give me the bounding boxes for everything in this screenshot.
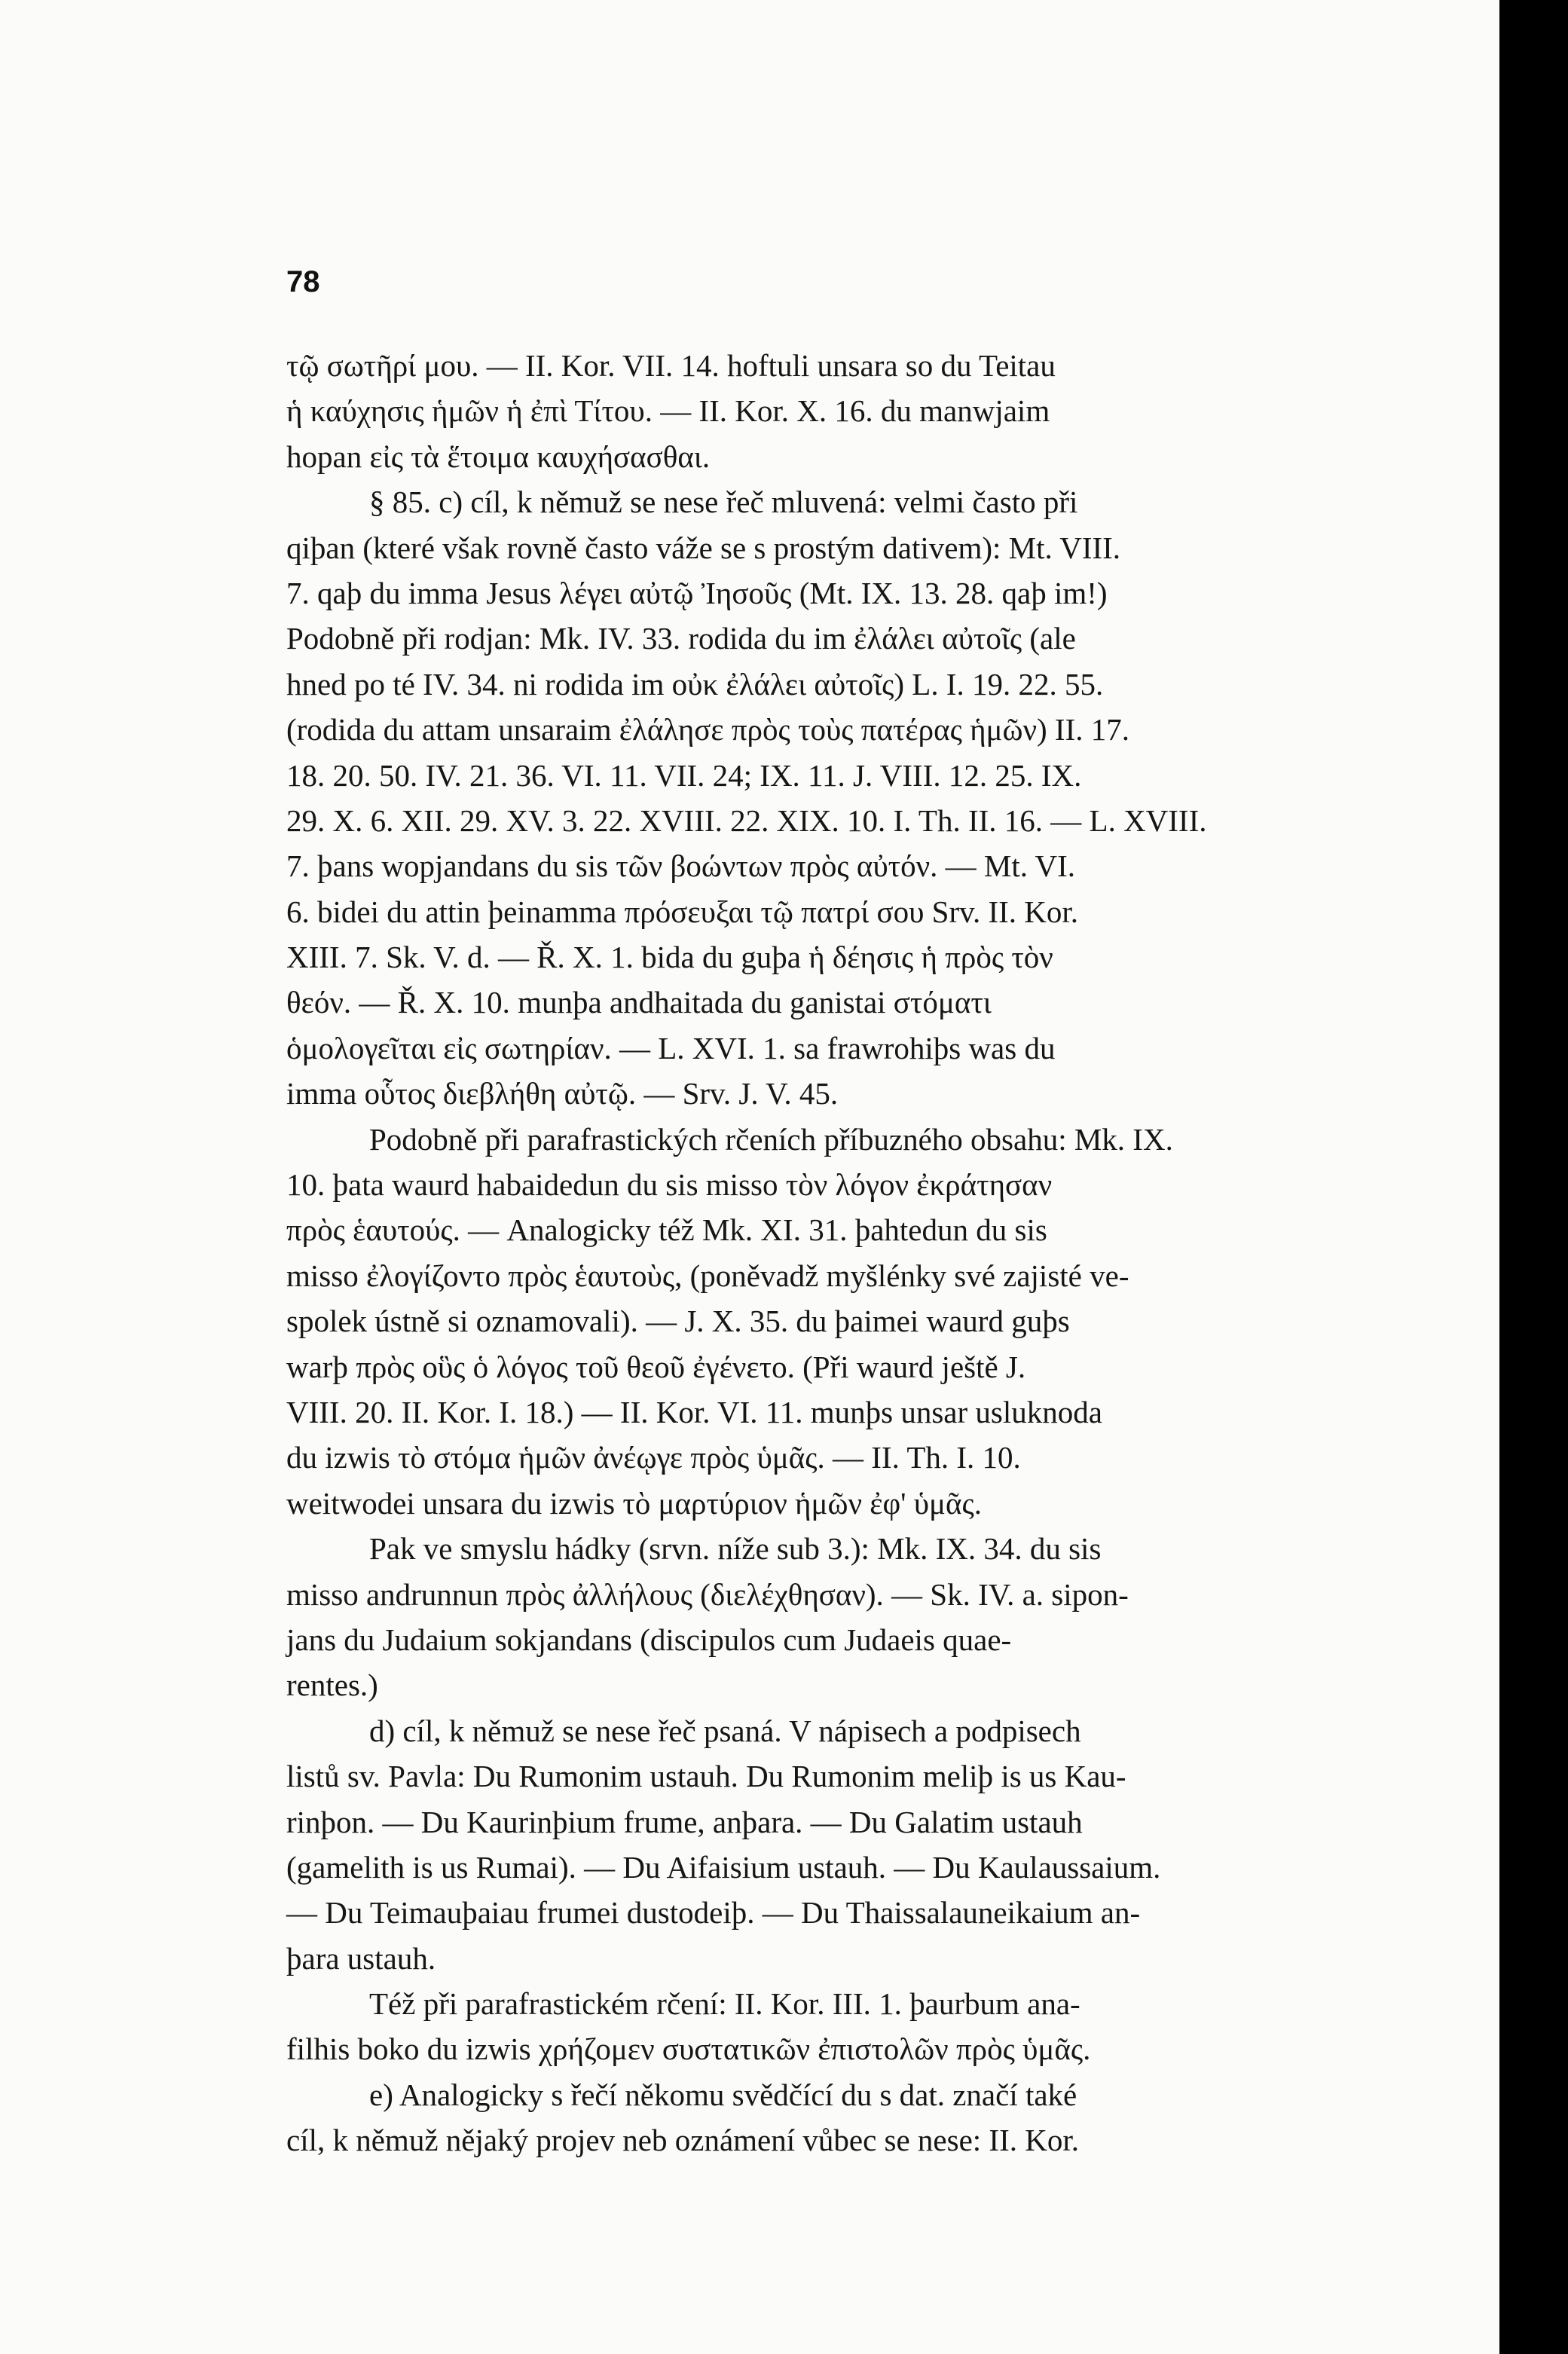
text-line: imma οὗτος διεβλήθη αὐτῷ. — Srv. J. V. 45.: [286, 1076, 839, 1111]
text-line: warþ πρὸς οὓς ὁ λόγος τοῦ θεοῦ ἐγένετο. (Při waurd ještě J.: [286, 1349, 1026, 1384]
text-line: cíl, k němuž nějaký projev neb oznámení vůbec se nese: II. Kor.: [286, 2123, 1079, 2158]
text-line: Též při parafrastickém rčení: II. Kor. III. 1. þaurbum ana-: [369, 1986, 1080, 2022]
text-line: πρὸς ἑαυτούς. — Analogicky též Mk. XI. 31. þahtedun du sis: [286, 1212, 1047, 1248]
text-line: — Du Teimauþaiau frumei dustodeiþ. — Du Thaissalauneikaium an-: [286, 1895, 1141, 1931]
text-line: weitwodei unsara du izwis τὸ μαρτύριον ἡμῶν ἐφ' ὑμᾶς.: [286, 1485, 983, 1521]
text-line: τῷ σωτῆρί μου. — II. Kor. VII. 14. hoftuli unsara so du Teitau: [286, 348, 1056, 383]
text-line: ὁμολογεῖται εἰς σωτηρίαν. — L. XVI. 1. sa frawrohiþs was du: [286, 1030, 1056, 1065]
text-line: jans du Judaium sokjandans (discipulos cum Judaeis quae-: [286, 1622, 1012, 1657]
text-line: 29. X. 6. XII. 29. XV. 3. 22. XVIII. 22. XIX. 10. I. Th. II. 16. — L. XVIII.: [286, 802, 1207, 838]
scan-edge: [1499, 0, 1568, 2354]
text-line: 7. þans wopjandans du sis τῶν βοώντων πρὸς αὐτόν. — Mt. VI.: [286, 848, 1076, 884]
text-line: ἡ καύχησις ἡμῶν ἡ ἐπὶ Τίτου. — II. Kor. X. 16. du manwjaim: [286, 393, 1050, 429]
text-line: VIII. 20. II. Kor. I. 18.) — II. Kor. VI. 11. munþs unsar usluknoda: [286, 1394, 1102, 1429]
text-line: Podobně při rodjan: Mk. IV. 33. rodida du im ἐλάλει αὐτοῖς (ale: [286, 621, 1076, 656]
text-line: 10. þata waurd habaidedun du sis misso τὸν λόγον ἐκράτησαν: [286, 1167, 1053, 1203]
text-line: 18. 20. 50. IV. 21. 36. VI. 11. VII. 24; IX. 11. J. VIII. 12. 25. IX.: [286, 757, 1082, 793]
text-line: hned po té IV. 34. ni rodida im οὐκ ἐλάλει αὐτοῖς) L. I. 19. 22. 55.: [286, 666, 1104, 702]
text-line: (rodida du attam unsaraim ἐλάλησε πρὸς τοὺς πατέρας ἡμῶν) II. 17.: [286, 712, 1129, 747]
text-line: hopan εἰς τὰ ἕτοιμα καυχήσασθαι.: [286, 439, 711, 474]
page-number: 78: [286, 265, 320, 298]
text-line: § 85. c) cíl, k němuž se nese řeč mluvená: velmi často při: [369, 485, 1078, 520]
text-line: filhis boko du izwis χρήζομεν συστατικῶν ἐπιστολῶν πρὸς ὑμᾶς.: [286, 2031, 1091, 2067]
text-line: 7. qaþ du imma Jesus λέγει αὐτῷ Ἰησοῦς (Mt. IX. 13. 28. qaþ im!): [286, 575, 1108, 610]
text-line: e) Analogicky s řečí někomu svědčící du s dat. značí také: [369, 2077, 1077, 2112]
text-line: Pak ve smyslu hádky (srvn. níže sub 3.): Mk. IX. 34. du sis: [369, 1531, 1102, 1567]
text-line: þara ustauh.: [286, 1940, 436, 1976]
text-line: (gamelith is us Rumai). — Du Aifaisium ustauh. — Du Kaulaussaium.: [286, 1849, 1161, 1885]
text-line: misso ἐλογίζοντο πρὸς ἑαυτοὺς, (poněvadž myšlénky své zajisté ve-: [286, 1258, 1129, 1293]
text-line: 6. bidei du attin þeinamma πρόσευξαι τῷ πατρί σου Srv. II. Kor.: [286, 894, 1079, 929]
text-line: Podobně při parafrastických rčeních příbuzného obsahu: Mk. IX.: [369, 1121, 1173, 1157]
text-line: listů sv. Pavla: Du Rumonim ustauh. Du Rumonim meliþ is us Kau-: [286, 1759, 1126, 1794]
text-line: θεόν. — Ř. X. 10. munþa andhaitada du ganistai στόματι: [286, 985, 992, 1020]
body-text: [286, 343, 1296, 2163]
text-line: XIII. 7. Sk. V. d. — Ř. X. 1. bida du guþa ἡ δέησις ἡ πρὸς τὸν: [286, 940, 1053, 975]
text-line: qiþan (které však rovně často váže se s prostým dativem): Mt. VIII.: [286, 530, 1121, 565]
text-line: misso andrunnun πρὸς ἀλλήλους (διελέχθησαν). — Sk. IV. a. sipon-: [286, 1576, 1129, 1612]
text-line: rinþon. — Du Kaurinþium frume, anþara. — Du Galatim ustauh: [286, 1804, 1083, 1839]
text-line: spolek ústně si oznamovali). — J. X. 35. du þaimei waurd guþs: [286, 1304, 1070, 1339]
text-line: du izwis τὸ στόμα ἡμῶν ἀνέῳγε πρὸς ὑμᾶς. — II. Th. I. 10.: [286, 1440, 1021, 1475]
text-line: d) cíl, k němuž se nese řeč psaná. V nápisech a podpisech: [369, 1713, 1081, 1748]
text-line: rentes.): [286, 1668, 378, 1703]
